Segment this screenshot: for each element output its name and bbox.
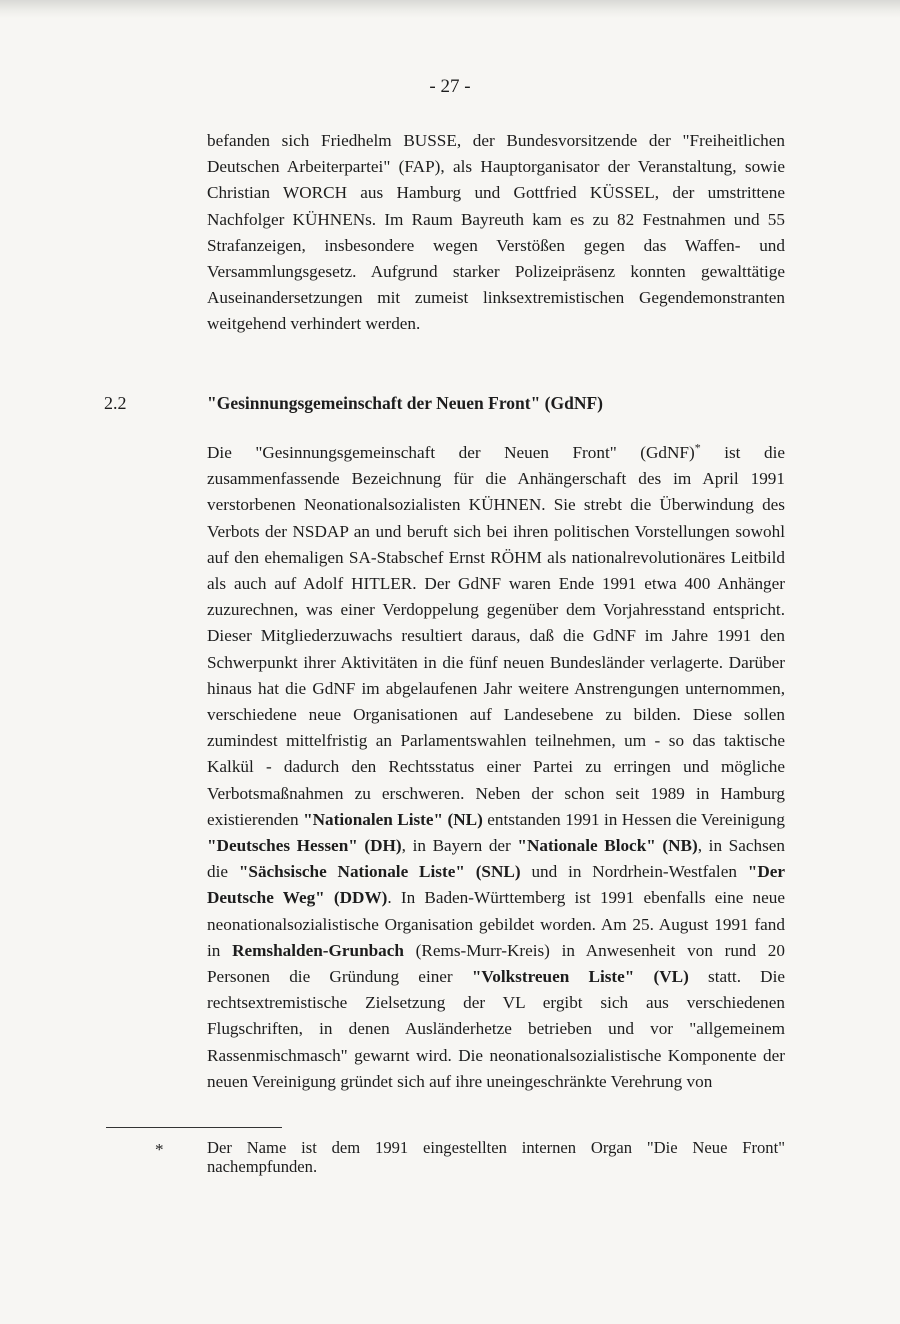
text-run: Die "Gesinnungsgemeinschaft der Neuen Front" (GdNF) (207, 443, 695, 462)
section-title: "Gesinnungsgemeinschaft der Neuen Front" (GdNF) (207, 393, 604, 413)
text-run: , in Sachsen die (207, 836, 785, 882)
paragraph-continuation: befanden sich Friedhelm BUSSE, der Bundesvorsitzende der "Freiheitlichen Deutschen Arbeiterpartei" (FAP), als Hauptorganisator der Veranstaltung, sowie Christian WORCH aus Hamburg und Gottfried KÜSSEL, der umstrittene Nachfolger KÜHNENs. Im Raum Bayreuth kam es zu 82 Festnahmen und 55 Strafanzeigen, insbesondere wegen Verstößen gegen das Waffen- und Versammlungsgesetz. Aufgrund starker Polizeipräsenz konnten gewalttätige Auseinandersetzungen mit zumeist linksextremistischen Gegendemonstranten weitgehend verhindert werden. (207, 131, 785, 334)
org-name-dh: "Deutsches Hessen" (DH) (207, 836, 402, 856)
scan-edge (0, 0, 900, 18)
text-run: statt. Die rechtsextremistische Zielsetzung der VL ergibt sich aus verschiedenen Flugschriften, in denen Ausländerhetze betrieben und vor "allgemeinem Rassenmischmasch" gewarnt wird. Die neonationalsozialistische Komponente der neuen Vereinigung gründet sich auf ihre uneingeschränkte Verehrung von (207, 967, 786, 1091)
org-name-snl: "Sächsische Nationale Liste" (SNL) (238, 862, 521, 882)
page-number: - 27 - (429, 76, 471, 97)
footnote-marker: * (155, 1140, 164, 1159)
footnote-reference: * (694, 440, 701, 455)
text-run: entstanden 1991 in Hessen die Vereinigung (482, 809, 785, 829)
place-name: Remshalden-Grunbach (232, 940, 404, 960)
section-body-paragraph (207, 440, 785, 1095)
org-name-nl: "Nationalen Liste" (NL) (303, 809, 483, 829)
footnote-divider (106, 1127, 282, 1128)
text-run: und in Nordrhein-Westfalen (520, 862, 748, 882)
org-name-ddw: "Der Deutsche Weg" (DDW) (207, 862, 785, 908)
org-name-nb: "Nationale Block" (NB) (517, 836, 698, 856)
section-number: 2.2 (104, 393, 127, 413)
text-run: , in Bayern der (401, 836, 518, 856)
text-run: . In Baden-Württemberg ist 1991 ebenfalls eine neue neonationalsozialistische Organisation gebildet worden. Am 25. August 1991 fand in (207, 888, 785, 960)
org-name-vl: "Volkstreuen Liste" (VL) (471, 967, 689, 987)
footnote-text: Der Name ist dem 1991 eingestellten internen Organ "Die Neue Front" nachempfunden. (207, 1138, 785, 1176)
text-run: (Rems-Murr-Kreis) in Anwesenheit von rund 20 Personen die Gründung einer (207, 940, 785, 987)
text-run: ist die zusammenfassende Bezeichnung für die Anhängerschaft des im April 1991 verstorbenen Neonationalsozialisten KÜHNEN. Sie strebt die Überwindung des Verbots der NSDAP an und beruft sich bei ihren politischen Vorstellungen sowohl auf den ehemaligen SA-Stabschef Ernst RÖHM als nationalrevolutionäres Leitbild als auch auf Adolf HITLER. Der GdNF waren Ende 1991 etwa 400 Anhänger zuzurechnen, was einer Verdoppelung gegenüber dem Vorjahresstand entspricht. Dieser Mitgliederzuwachs resultiert daraus, daß die GdNF im Jahre 1991 den Schwerpunkt ihrer Aktivitäten in die fünf neuen Bundesländer verlagerte. Darüber hinaus hat die GdNF im abgelaufenen Jahr weitere Anstrengungen unternommen, verschiedene neue Organisationen auf Landesebene zu bilden. Diese sollen zumindest mittelfristig an Parlamentswahlen teilnehmen, um - so das taktische Kalkül - dadurch den Rechtsstatus einer Partei zu erringen und mögliche Verbotsmaßnahmen zu erschweren. Neben der schon seit 1989 in Hamburg existierenden (207, 443, 785, 829)
